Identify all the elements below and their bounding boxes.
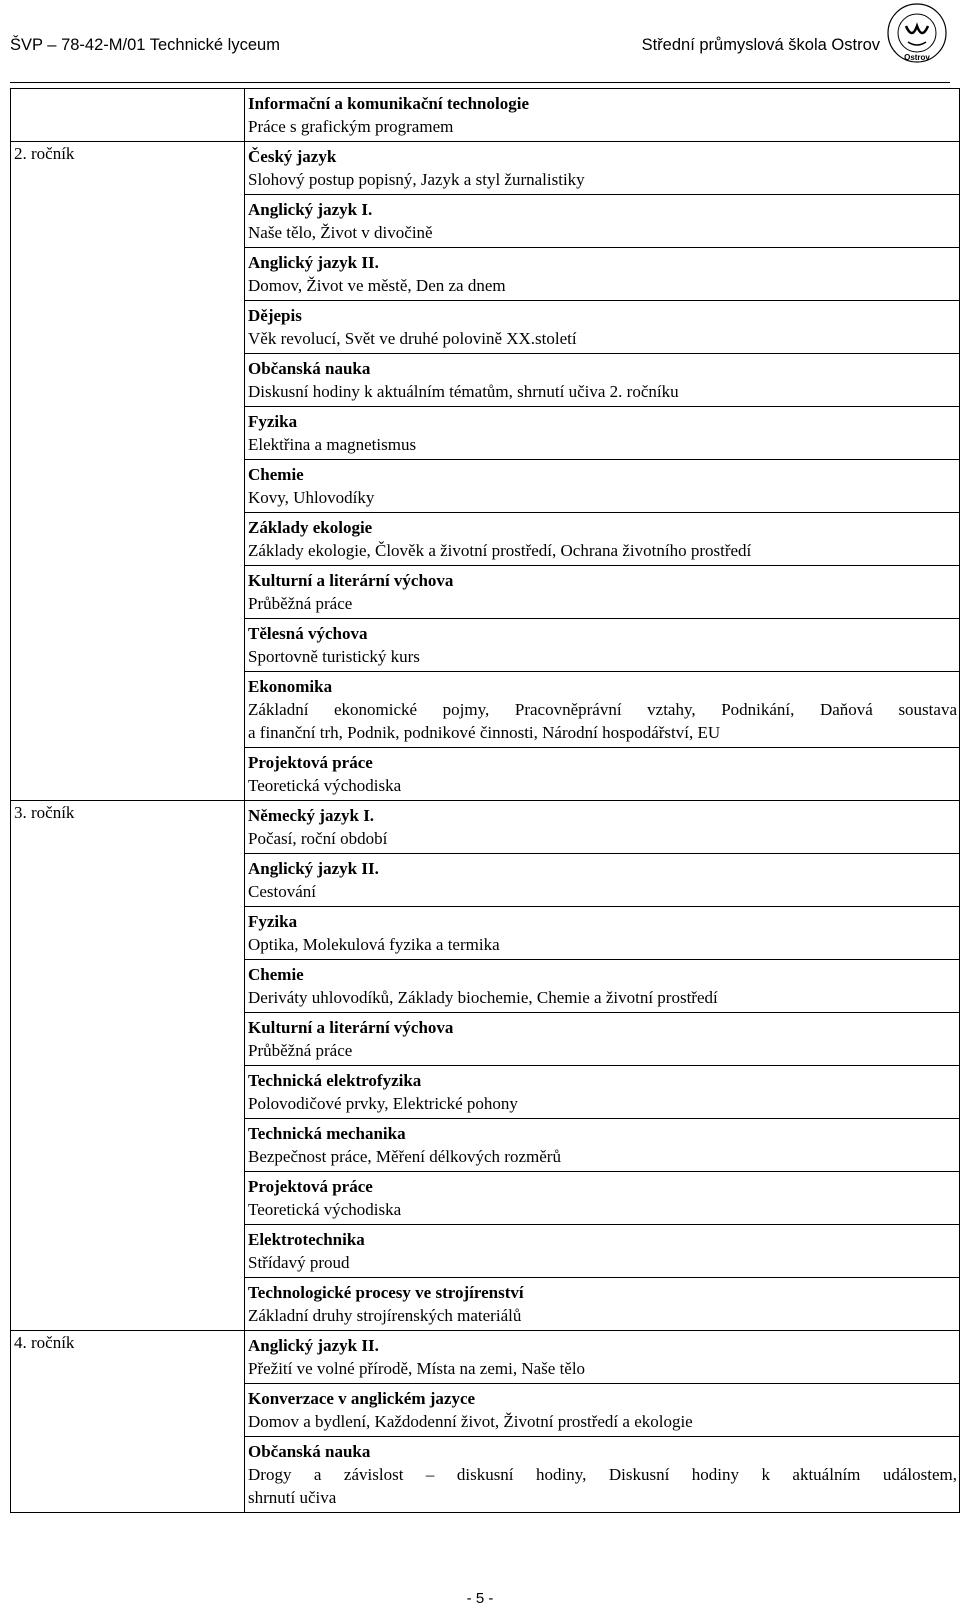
- subject-cell: [245, 960, 960, 1013]
- subject-name: Chemie: [248, 965, 304, 984]
- subject-cell: [245, 907, 960, 960]
- subject-topics: Sportovně turistický kurs: [248, 647, 420, 666]
- subject-topics: Průběžná práce: [248, 594, 353, 613]
- subject-name: Fyzika: [248, 912, 298, 931]
- subject-topics: Elektřina a magnetismus: [248, 435, 417, 454]
- subject-cell: [245, 354, 960, 407]
- subject-cell: [245, 1437, 960, 1513]
- subject-cell: [245, 460, 960, 513]
- subject-cell: [245, 513, 960, 566]
- subject-topics: Základní druhy strojírenských materiálů: [248, 1306, 522, 1325]
- subject-name: Ekonomika: [248, 677, 333, 696]
- subject-name: Základy ekologie: [248, 518, 373, 537]
- subject-cell: [245, 248, 960, 301]
- subject-cell: [245, 407, 960, 460]
- subject-name: Kulturní a literární výchova: [248, 571, 454, 590]
- subject-topics: Základní ekonomické pojmy, Pracovněprávní vztahy, Podnikání, Daňová soustava: [248, 700, 957, 719]
- subject-cell: [245, 1172, 960, 1225]
- subject-topics: Naše tělo, Život v divočině: [248, 223, 433, 242]
- subject-cell: [245, 566, 960, 619]
- table-row: [11, 142, 960, 195]
- school-logo-icon: [886, 2, 948, 64]
- subject-cell: [245, 1225, 960, 1278]
- subject-cell: [245, 1066, 960, 1119]
- subject-name: Občanská nauka: [248, 1442, 371, 1461]
- subject-name: Dějepis: [248, 306, 302, 325]
- subject-name: Konverzace v anglickém jazyce: [248, 1389, 476, 1408]
- subject-topics: Věk revolucí, Svět ve druhé polovině XX.století: [248, 329, 577, 348]
- subject-name: Projektová práce: [248, 753, 373, 772]
- subject-topics: Slohový postup popisný, Jazyk a styl žurnalistiky: [248, 170, 585, 189]
- subject-name: Projektová práce: [248, 1177, 373, 1196]
- subject-name: Informační a komunikační technologie: [248, 94, 529, 113]
- svg-text:Ostrov: Ostrov: [904, 53, 930, 62]
- subject-name: Anglický jazyk II.: [248, 253, 379, 272]
- subject-name: Elektrotechnika: [248, 1230, 365, 1249]
- subject-cell: [245, 1331, 960, 1384]
- subject-cell: [245, 1384, 960, 1437]
- subject-name: Anglický jazyk II.: [248, 859, 379, 878]
- subject-cell: [245, 672, 960, 748]
- subject-name: Anglický jazyk II.: [248, 1336, 379, 1355]
- subject-name: Technologické procesy ve strojírenství: [248, 1283, 524, 1302]
- subject-cell: [245, 89, 960, 142]
- subject-topics: Průběžná práce: [248, 1041, 353, 1060]
- subject-topics: Teoretická východiska: [248, 1200, 402, 1219]
- year-cell: 4. ročník: [11, 1331, 245, 1513]
- subject-topics: Kovy, Uhlovodíky: [248, 488, 375, 507]
- document-code: ŠVP – 78-42-M/01 Technické lyceum: [10, 36, 280, 54]
- subject-name: Technická mechanika: [248, 1124, 406, 1143]
- subject-cell: [245, 854, 960, 907]
- curriculum-table: [10, 88, 960, 1513]
- subject-name: Občanská nauka: [248, 359, 371, 378]
- subject-cell: [245, 301, 960, 354]
- subject-name: Technická elektrofyzika: [248, 1071, 422, 1090]
- page-header: [10, 0, 950, 83]
- subject-topics: Přežití ve volné přírodě, Místa na zemi, Naše tělo: [248, 1359, 586, 1378]
- subject-topics: Domov a bydlení, Každodenní život, Životní prostředí a ekologie: [248, 1412, 693, 1431]
- subject-topics: Cestování: [248, 882, 316, 901]
- subject-topics: Střídavý proud: [248, 1253, 350, 1272]
- subject-cell: [245, 195, 960, 248]
- subject-topics: shrnutí učiva: [248, 1488, 337, 1507]
- subject-topics: Drogy a závislost – diskusní hodiny, Diskusní hodiny k aktuálním událostem,: [248, 1465, 957, 1484]
- page-number: - 5 -: [466, 1590, 494, 1607]
- subject-topics: Optika, Molekulová fyzika a termika: [248, 935, 500, 954]
- subject-topics: Základy ekologie, Člověk a životní prostředí, Ochrana životního prostředí: [248, 541, 752, 560]
- subject-cell: [245, 801, 960, 854]
- subject-cell: [245, 1013, 960, 1066]
- subject-name: Kulturní a literární výchova: [248, 1018, 454, 1037]
- subject-cell: [245, 748, 960, 801]
- subject-topics: Práce s grafickým programem: [248, 117, 454, 136]
- subject-name: Český jazyk: [248, 147, 337, 166]
- year-cell: [11, 89, 245, 142]
- subject-topics: Bezpečnost práce, Měření délkových rozměrů: [248, 1147, 561, 1166]
- table-row: [11, 801, 960, 854]
- subject-name: Německý jazyk I.: [248, 806, 375, 825]
- table-row: [11, 1331, 960, 1384]
- subject-cell: [245, 1119, 960, 1172]
- school-name: Střední průmyslová škola Ostrov: [641, 36, 880, 54]
- subject-name: Tělesná výchova: [248, 624, 368, 643]
- subject-topics: Teoretická východiska: [248, 776, 402, 795]
- subject-topics: Diskusní hodiny k aktuálním tématům, shrnutí učiva 2. ročníku: [248, 382, 679, 401]
- subject-topics: Domov, Život ve městě, Den za dnem: [248, 276, 506, 295]
- subject-name: Fyzika: [248, 412, 298, 431]
- year-cell: 3. ročník: [11, 801, 245, 1331]
- year-cell: 2. ročník: [11, 142, 245, 801]
- subject-cell: [245, 1278, 960, 1331]
- subject-topics: Deriváty uhlovodíků, Základy biochemie, Chemie a životní prostředí: [248, 988, 718, 1007]
- subject-name: Chemie: [248, 465, 304, 484]
- subject-topics: Polovodičové prvky, Elektrické pohony: [248, 1094, 518, 1113]
- subject-name: Anglický jazyk I.: [248, 200, 373, 219]
- subject-topics: a finanční trh, Podnik, podnikové činnosti, Národní hospodářství, EU: [248, 723, 721, 742]
- subject-topics: Počasí, roční období: [248, 829, 388, 848]
- subject-cell: [245, 142, 960, 195]
- table-row: [11, 89, 960, 142]
- subject-cell: [245, 619, 960, 672]
